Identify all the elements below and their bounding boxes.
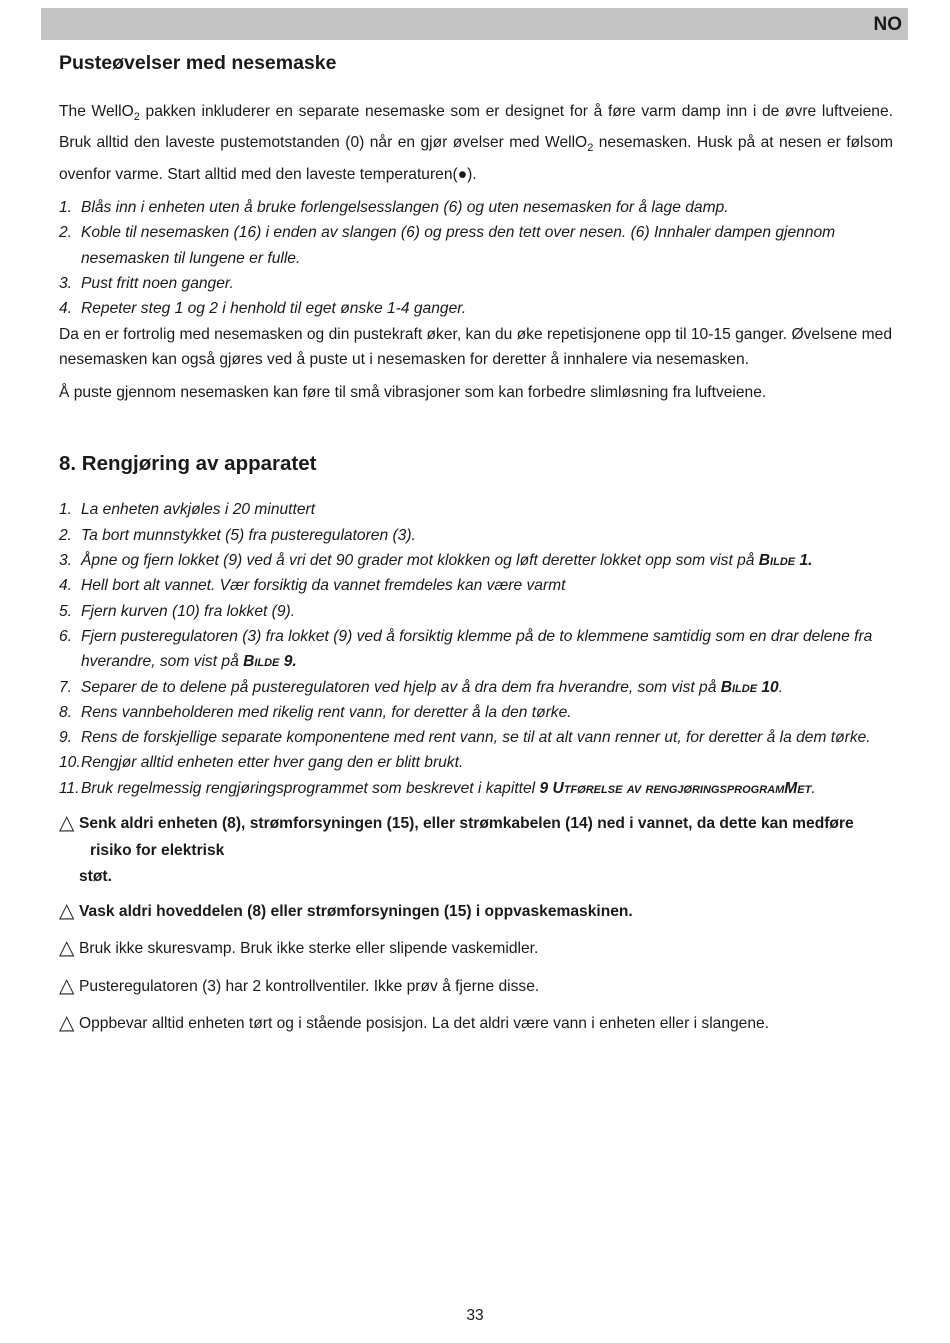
warning-storage: △ Oppbevar alltid enheten tørt og i stående posisjon. La det aldri være vann i enheten eller i slangene. xyxy=(59,1011,893,1036)
language-label: NO xyxy=(873,14,902,35)
list-item: 3. Åpne og fjern lokket (9) ved å vri det 90 grader mot klokken og løft deretter lokket opp som vist på Bilde 1. xyxy=(59,552,813,570)
list-item: 4. Hell bort alt vannet. Vær forsiktig da vannet fremdeles kan være varmt xyxy=(59,577,566,595)
vibration-paragraph: Å puste gjennom nesemasken kan føre til små vibrasjoner som kan forbedre slimløsning fra luftveiene. xyxy=(59,384,767,402)
warning-icon: △ xyxy=(59,812,75,835)
list-item: 2. Ta bort munnstykket (5) fra pusteregulatoren (3). xyxy=(59,526,416,544)
page-number: 33 xyxy=(466,1307,484,1324)
page-content xyxy=(59,50,893,1036)
chapter-reference: 9 Utførelse av rengjøringsprogramMet xyxy=(539,779,812,797)
list-item: 11. Bruk regelmessig rengjøringsprogrammet som beskrevet i kapittel 9 Utførelse av rengjøringsprogramMet. xyxy=(59,779,816,797)
warning-submerge: △ Senk aldri enheten (8), strømforsyningen (15), eller strømkabelen (14) ned i vannet, da dette kan medføre risiko for elektrisk støt. xyxy=(59,812,854,885)
progress-paragraph: Da en er fortrolig med nesemasken og din pustekraft øker, kan du øke repetisjonene opp til 10-15 ganger. Øvelsene med nesemasken kan også gjøres ved å puste ut i nesemasken for deretter å innhalere via nesemasken. xyxy=(59,325,893,368)
figure-reference: Bilde 9. xyxy=(243,653,297,671)
intro-paragraph: The WellO$_2$ pakken inkluderer en separate nesemaske som er designet for å føre varm damp inn i de øvre luftveiene. Bruk alltid den laveste pustemotstanden (0) når en gjør øvelser med WellO$_2$ nesemasken. Husk på at nesen er følsom ovenfor varme. Start alltid med den laveste temperaturen(●). xyxy=(59,103,893,183)
warning-valves: △ Pusteregulatoren (3) har 2 kontrollventiler. Ikke prøv å fjerne disse. xyxy=(59,974,893,999)
section-title-cleaning: 8. Rengjøring av apparatet xyxy=(59,452,317,476)
warning-icon: △ xyxy=(59,937,75,960)
warning-dishwasher: △ Vask aldri hoveddelen (8) eller strømforsyningen (15) i oppvaskemaskinen. xyxy=(59,899,893,924)
warning-icon: △ xyxy=(59,1011,75,1034)
list-item: 7. Separer de to delene på pusteregulatoren ved hjelp av å dra dem fra hverandre, som vist på Bilde 10. xyxy=(59,678,784,696)
breathing-steps xyxy=(59,195,893,321)
list-item: 1. La enheten avkjøles i 20 minuttert xyxy=(59,501,316,519)
list-item: 8. Rens vannbeholderen med rikelig rent vann, for deretter å la den tørke. xyxy=(59,703,572,721)
list-item: 2. Koble til nesemasken (16) i enden av slangen (6) og press den tett over nesen. (6) Innhaler dampen gjennom nesemasken til lungene er fulle. xyxy=(59,224,836,267)
warning-icon: △ xyxy=(59,899,75,922)
section-title-breathing: Pusteøvelser med nesemaske xyxy=(59,52,337,74)
list-item: 5. Fjern kurven (10) fra lokket (9). xyxy=(59,602,296,620)
header-bar xyxy=(41,8,908,40)
list-item: 1. Blås inn i enheten uten å bruke forlengelsesslangen (6) og uten nesemasken for å lage damp. xyxy=(59,199,729,217)
list-item: 9. Rens de forskjellige separate komponentene med rent vann, se til at alt vann renner ut, for deretter å la dem tørke. xyxy=(59,729,871,747)
figure-reference: Bilde 1. xyxy=(758,552,813,570)
warning-icon: △ xyxy=(59,974,75,997)
list-item: 4. Repeter steg 1 og 2 i henhold til eget ønske 1-4 ganger. xyxy=(59,300,467,318)
cleaning-steps xyxy=(59,497,893,801)
warning-scrubbing: △ Bruk ikke skuresvamp. Bruk ikke sterke eller slipende vaskemidler. xyxy=(59,936,893,961)
list-item: 3. Pust fritt noen ganger. xyxy=(59,275,234,292)
figure-reference: Bilde 10 xyxy=(720,678,779,696)
list-item: 10. Rengjør alltid enheten etter hver gang den er blitt brukt. xyxy=(59,754,464,772)
list-item: 6. Fjern pusteregulatoren (3) fra lokket (9) ved å forsiktig klemme på de to klemmene samtidig som en drar delene fra hverandre, som vist på Bilde 9. xyxy=(59,627,873,671)
